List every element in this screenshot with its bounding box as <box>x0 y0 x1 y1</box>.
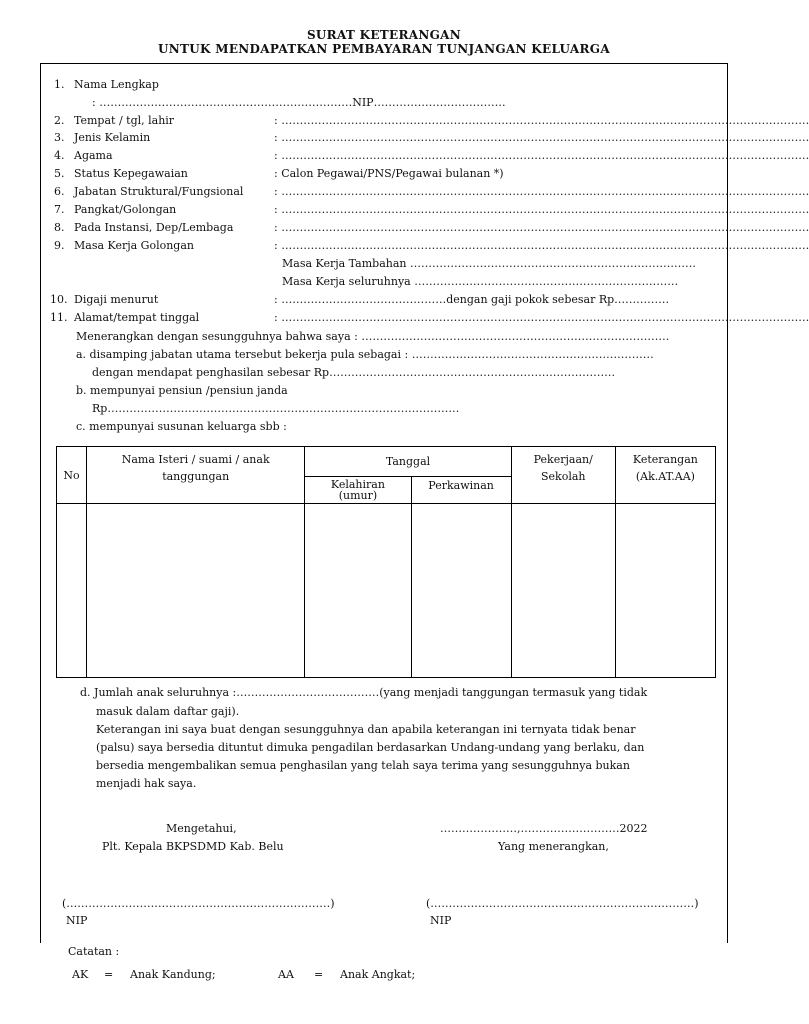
digaji-field[interactable]: : ………………………………………dengan gaji pokok sebesar Rp…………… <box>274 293 670 306</box>
masa-kerja-tambahan-field[interactable]: Masa Kerja Tambahan …………………………………………………………………… <box>282 257 696 270</box>
field-number: 5. <box>54 167 65 180</box>
field-label: Masa Kerja Golongan <box>74 239 194 252</box>
alamat-field[interactable]: : ……………………………………………………………………………………………………………………………… <box>274 311 809 324</box>
cell-no[interactable] <box>57 504 87 678</box>
right-signature-name[interactable]: (………………………………………………………………) <box>426 897 699 910</box>
field-number: 6. <box>54 185 65 198</box>
item-b-line1: b. mempunyai pensiun /pensiun janda <box>76 384 288 397</box>
cell-keterangan[interactable] <box>615 504 715 678</box>
left-signature-name[interactable]: (………………………………………………………………) <box>62 897 335 910</box>
field-number: 8. <box>54 221 65 234</box>
instansi-field[interactable]: : ……………………………………………………………………………………………………………………………… <box>274 221 809 234</box>
statement-line4: menjadi hak saya. <box>96 777 197 790</box>
masa-kerja-seluruh-field[interactable]: Masa Kerja seluruhnya ……………………………………………………………… <box>282 275 679 288</box>
field-number: 7. <box>54 203 65 216</box>
statement-line1: Keterangan ini saya buat dengan sesungguhnya dan apabila keterangan ini ternyata tidak benar <box>96 723 636 736</box>
col-header-pekerjaan-line1: Pekerjaan/ <box>533 453 593 466</box>
field-number: 1. <box>54 78 65 91</box>
note-aa-equals: = <box>314 968 324 981</box>
col-header-nama-line1: Nama Isteri / suami / anak <box>121 453 270 466</box>
statement-line3: bersedia mengembalikan semua penghasilan yang telah saya terima yang sesungguhnya bukan <box>96 759 630 772</box>
right-nip-label: NIP <box>430 914 452 927</box>
cell-pekerjaan[interactable] <box>511 504 615 678</box>
col-header-nama-line2: tanggungan <box>162 470 230 483</box>
item-c-line: c. mempunyai susunan keluarga sbb : <box>76 420 287 433</box>
note-ak-abbr: AK <box>72 968 89 981</box>
col-header-no: No <box>57 447 87 504</box>
tempat-lahir-field[interactable]: : ……………………………………………………………………………………………………………………………… <box>274 114 809 127</box>
cell-nama[interactable] <box>87 504 305 678</box>
masa-kerja-golongan-field[interactable]: : ……………………………………………………………………………………………………………………………… <box>274 239 809 252</box>
mengetahui-label: Mengetahui, <box>166 822 237 835</box>
jabatan-field[interactable]: : ……………………………………………………………………………………………………………………………… <box>274 185 809 198</box>
item-a-line1[interactable]: a. disamping jabatan utama tersebut bekerja pula sebagai : ………………………………………………………… <box>76 348 654 361</box>
field-label: Status Kepegawaian <box>74 167 188 180</box>
field-label: Pada Instansi, Dep/Lembaga <box>74 221 234 234</box>
cell-perkawinan[interactable] <box>411 504 511 678</box>
right-role: Yang menerangkan, <box>498 840 609 853</box>
item-d-line2: masuk dalam daftar gaji). <box>96 705 240 718</box>
col-header-keterangan-line2: (Ak.AT.AA) <box>635 470 695 483</box>
item-d-line1: d. Jumlah anak seluruhnya :…………………………………(yang menjadi tanggungan termasuk yang tidak <box>80 686 648 699</box>
note-aa-desc: Anak Angkat; <box>340 968 416 981</box>
note-ak-desc: Anak Kandung; <box>130 968 216 981</box>
col-header-keterangan <box>615 447 715 504</box>
note-aa-abbr: AA <box>278 968 294 981</box>
field-label: Nama Lengkap <box>74 78 159 91</box>
field-number: 3. <box>54 131 65 144</box>
col-header-kelahiran-line1: Kelahiran <box>330 478 385 491</box>
family-table <box>56 446 716 678</box>
col-header-perkawinan: Perkawinan <box>411 477 511 504</box>
field-label: Jenis Kelamin <box>74 131 151 144</box>
field-label: Jabatan Struktural/Fungsional <box>74 185 244 198</box>
field-label: Pangkat/Golongan <box>74 203 177 216</box>
col-header-pekerjaan-line2: Sekolah <box>540 470 586 483</box>
col-header-pekerjaan <box>511 447 615 504</box>
field-number: 9. <box>54 239 65 252</box>
pangkat-field[interactable]: : ……………………………………………………………………………………………………………………………… <box>274 203 809 216</box>
status-kepegawaian-value: : Calon Pegawai/PNS/Pegawai bulanan *) <box>274 167 504 180</box>
field-label: Alamat/tempat tinggal <box>74 311 200 324</box>
col-header-kelahiran <box>305 477 411 504</box>
field-label: Agama <box>74 149 113 162</box>
date-line[interactable]: …………………,………………………2022 <box>440 822 648 835</box>
catatan-label: Catatan : <box>68 945 120 958</box>
col-header-keterangan-line1: Keterangan <box>632 453 698 466</box>
item-a-line2[interactable]: dengan mendapat penghasilan sebesar Rp…………………………………………………………………… <box>92 366 616 379</box>
col-header-kelahiran-line2: (umur) <box>338 489 378 502</box>
field-number: 10. <box>50 293 68 306</box>
agama-field[interactable]: : ……………………………………………………………………………………………………………………………… <box>274 149 809 162</box>
menerangkan-line[interactable]: Menerangkan dengan sesungguhnya bahwa saya : ………………………………………………………………………… <box>76 330 670 343</box>
document-subtitle: UNTUK MENDAPATKAN PEMBAYARAN TUNJANGAN KELUARGA <box>158 42 610 56</box>
field-number: 11. <box>50 311 68 324</box>
nama-nip-line[interactable]: : ……………………………………………………………NIP……………………………… <box>92 96 506 109</box>
cell-kelahiran[interactable] <box>305 504 411 678</box>
note-ak-equals: = <box>104 968 114 981</box>
document-title: SURAT KETERANGAN <box>306 28 462 42</box>
statement-line2: (palsu) saya bersedia dituntut dimuka pengadilan berdasarkan Undang-undang yang berlaku, dan <box>96 741 645 754</box>
col-header-tanggal: Tanggal <box>305 447 511 477</box>
item-b-line2[interactable]: Rp…………………………………………………………………………………… <box>92 402 460 415</box>
left-nip-label: NIP <box>66 914 88 927</box>
field-label: Digaji menurut <box>74 293 159 306</box>
field-number: 4. <box>54 149 65 162</box>
jenis-kelamin-field[interactable]: : ……………………………………………………………………………………………………………………………… <box>274 131 809 144</box>
col-header-nama <box>87 447 305 504</box>
field-number: 2. <box>54 114 65 127</box>
left-role: Plt. Kepala BKPSDMD Kab. Belu <box>102 840 284 853</box>
field-label: Tempat / tgl, lahir <box>74 114 175 127</box>
